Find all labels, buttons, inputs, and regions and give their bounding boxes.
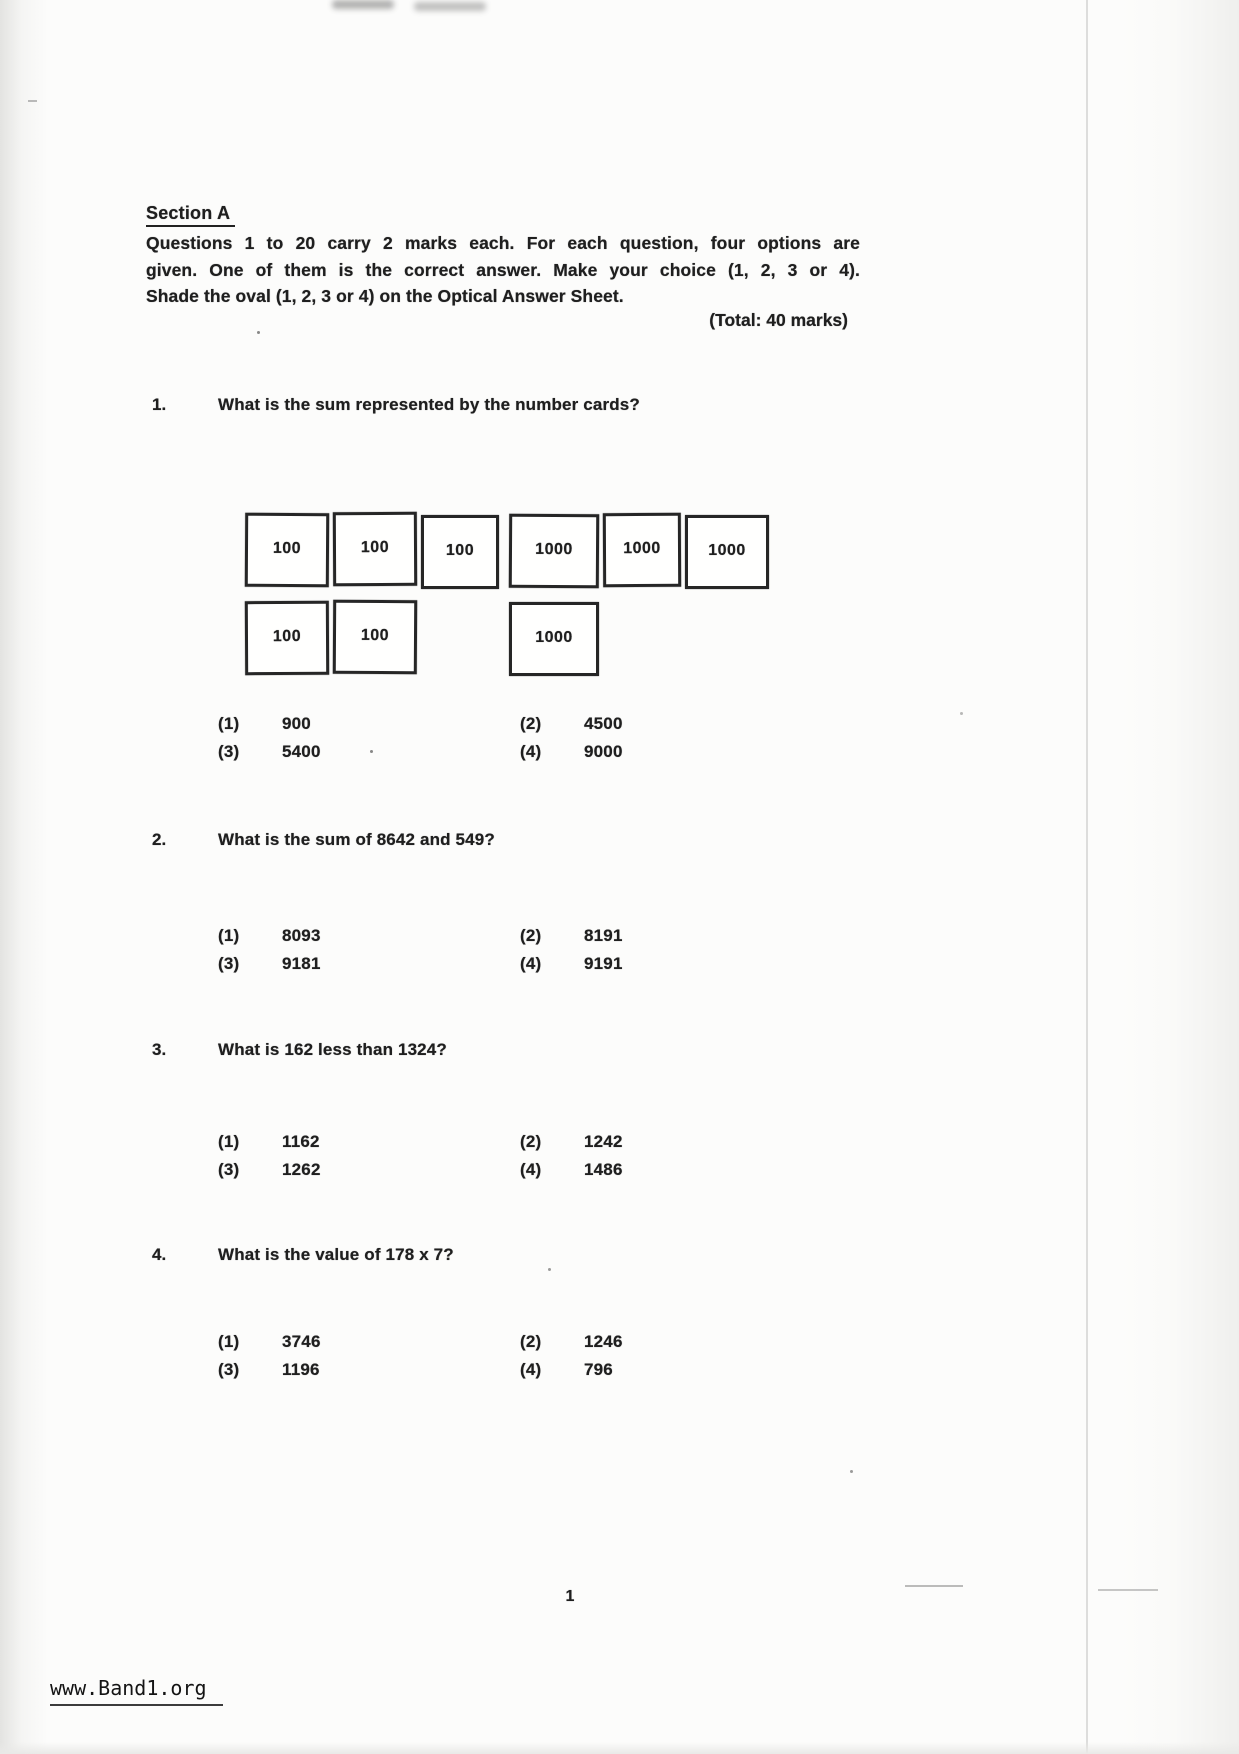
option-value: 1262 <box>282 1160 321 1179</box>
scan-artifact <box>257 331 260 334</box>
options-row <box>0 926 1239 950</box>
options-row <box>0 1132 1239 1156</box>
option-label: (1) <box>218 1132 240 1151</box>
option-label: (3) <box>218 1160 240 1179</box>
option-value: 1196 <box>282 1360 320 1379</box>
option-label: (4) <box>520 954 542 973</box>
total-marks: (Total: 40 marks) <box>709 310 848 330</box>
scan-artifact <box>28 100 37 102</box>
option-label: (2) <box>520 926 542 945</box>
option-value: 1246 <box>584 1332 623 1351</box>
option-label: (3) <box>218 954 240 973</box>
question-number: 2. <box>152 830 167 849</box>
option-label: (2) <box>520 1332 542 1351</box>
option-label: (3) <box>218 1360 240 1379</box>
question-text: What is the sum of 8642 and 549? <box>218 830 495 849</box>
question-number: 3. <box>152 1040 167 1059</box>
scan-artifact <box>548 1268 551 1271</box>
number-card: 1000 <box>603 513 681 587</box>
option-value: 1162 <box>282 1132 320 1151</box>
option-value: 1242 <box>584 1132 623 1151</box>
options-row <box>0 714 1239 738</box>
option-value: 9191 <box>584 954 623 973</box>
number-card: 100 <box>245 601 329 675</box>
scan-edge-shadow-bottom <box>0 1742 1239 1754</box>
page-number: 1 <box>565 1588 575 1605</box>
scan-smudge <box>332 0 394 9</box>
option-label: (1) <box>218 1332 240 1351</box>
option-value: 9000 <box>584 742 623 761</box>
scan-artifact <box>905 1585 963 1587</box>
option-label: (4) <box>520 742 542 761</box>
options-row <box>0 954 1239 978</box>
number-card: 100 <box>245 513 329 588</box>
scan-artifact <box>850 1470 853 1473</box>
option-value: 9181 <box>282 954 321 973</box>
number-card: 1000 <box>685 515 769 589</box>
option-value: 3746 <box>282 1332 321 1351</box>
scan-edge-shadow-left <box>0 0 48 1754</box>
instructions-line: Questions 1 to 20 carry 2 marks each. For each question, four options are <box>146 233 860 253</box>
option-value: 8191 <box>584 926 623 945</box>
question-number: 1. <box>152 395 167 414</box>
question-text: What is 162 less than 1324? <box>218 1040 447 1059</box>
section-title: Section A <box>146 203 235 227</box>
option-label: (4) <box>520 1360 542 1379</box>
scan-smudge <box>414 2 486 11</box>
option-label: (1) <box>218 714 240 733</box>
option-value: 5400 <box>282 742 321 761</box>
scan-artifact <box>1098 1589 1158 1591</box>
instructions-line: given. One of them is the correct answer. Make your choice (1, 2, 3 or 4). <box>146 259 860 280</box>
number-card: 1000 <box>509 602 599 676</box>
number-card: 1000 <box>509 514 599 589</box>
options-row <box>0 1332 1239 1356</box>
option-value: 900 <box>282 714 311 733</box>
option-label: (3) <box>218 742 240 761</box>
question-text: What is the sum represented by the number cards? <box>218 395 640 414</box>
scan-fold-line <box>1086 0 1088 1754</box>
number-card: 100 <box>333 512 417 586</box>
instructions-line: Shade the oval (1, 2, 3 or 4) on the Optical Answer Sheet. <box>146 286 624 306</box>
question-number: 4. <box>152 1245 167 1264</box>
options-row <box>0 1360 1239 1384</box>
website-url: www.Band1.org <box>50 1676 223 1706</box>
option-value: 1486 <box>584 1160 623 1179</box>
number-card: 100 <box>421 515 499 589</box>
option-value: 4500 <box>584 714 623 733</box>
scan-edge-shadow-right <box>1119 0 1239 1754</box>
options-row <box>0 1160 1239 1184</box>
question-text: What is the value of 178 x 7? <box>218 1245 454 1264</box>
option-label: (2) <box>520 714 542 733</box>
option-value: 8093 <box>282 926 321 945</box>
option-label: (1) <box>218 926 240 945</box>
option-value: 796 <box>584 1360 613 1379</box>
option-label: (4) <box>520 1160 542 1179</box>
instructions <box>146 230 860 310</box>
option-label: (2) <box>520 1132 542 1151</box>
number-card: 100 <box>333 600 417 675</box>
options-row <box>0 742 1239 766</box>
